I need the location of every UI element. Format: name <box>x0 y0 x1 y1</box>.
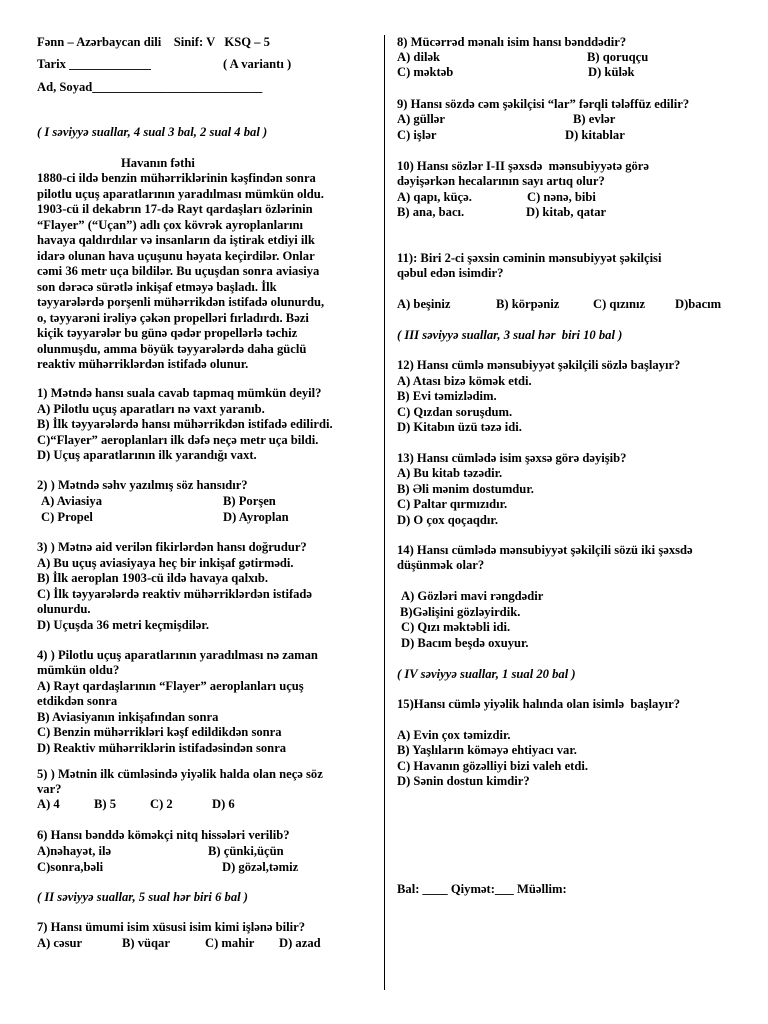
level-2-heading: ( II səviyyə suallar, 5 sual hər biri 6 bal ) <box>37 890 248 904</box>
option-a[interactable]: A) Evin çox təmizdir. <box>397 728 511 742</box>
question-text: 3) ) Mətnə aid verilən fikirlərdən hansı doğrudur? <box>37 540 307 554</box>
question-text: 12) Hansı cümlə mənsubiyyət şəkilçili sözlə başlayır? <box>397 358 681 372</box>
option-a[interactable]: A) güllər <box>397 112 445 126</box>
text-line: idarə olunan hava uçuşunu həyata keçirdilər. Onlar <box>37 248 315 263</box>
option-a[interactable]: A) 4 <box>37 797 60 811</box>
option-c[interactable]: C) Havanın gözəlliyi bizi valeh etdi. <box>397 759 589 773</box>
option-d[interactable]: D) Uçuşda 36 metri keçmişdilər. <box>37 618 209 632</box>
option-b[interactable]: B)Gəlişini gözləyirdik. <box>400 605 521 619</box>
text-title: Havanın fəthi <box>121 156 195 170</box>
question-text: 10) Hansı sözlər I-II şəxsdə mənsubiyyətə görə <box>397 159 649 173</box>
text-line: reaktiv mühərriklərdən istifadə olunur. <box>37 357 249 371</box>
text-line: cəmi 36 metr uça bildilər. Bu uçuşdan sonra aviasiya <box>37 264 320 278</box>
question-text: 15)Hansı cümlə yiyəlik halında olan isimlə başlayır? <box>397 697 681 711</box>
option-d[interactable]: D) gözəl,təmiz <box>222 860 299 874</box>
option-d[interactable]: D) Bacım beşdə oxuyur. <box>401 636 529 650</box>
header-date: Tarix _____________ <box>37 57 151 71</box>
level-3-heading: ( III səviyyə suallar, 3 sual hər biri 10 bal ) <box>397 328 623 342</box>
option-b[interactable]: B) körpəniz <box>496 297 560 311</box>
question-text: 1) Mətndə hansı suala cavab tapmaq mümkün deyil? <box>37 386 322 400</box>
option-c[interactable]: C) mahir <box>205 936 255 950</box>
option-a[interactable]: A) qapı, küçə. <box>397 190 472 204</box>
text-line: havaya qaldırdılar və insanların da iştirak etdiyi ilk <box>37 233 315 247</box>
question-text: 8) Mücərrəd mənalı isim hansı bənddədir? <box>397 35 627 49</box>
option-d[interactable]: D) azad <box>279 936 321 950</box>
option-b[interactable]: B) evlər <box>573 112 616 126</box>
option-c[interactable]: C) işlər <box>397 128 437 142</box>
option-d[interactable]: D) Uçuş aparatlarının ilk yarandığı vaxt. <box>37 448 257 462</box>
option-a[interactable]: A) Gözləri mavi rəngdədir <box>401 589 544 603</box>
option-a[interactable]: A) Bu uçuş aviasiyaya heç bir inkişaf gətirmədi. <box>37 556 294 570</box>
option-c[interactable]: C) nənə, bibi <box>527 190 596 204</box>
option-b[interactable]: B) Porşen <box>223 494 276 508</box>
option-b[interactable]: B) ana, bacı. <box>397 205 465 219</box>
option-b[interactable]: B) Aviasiyanın inkişafından sonra <box>37 710 219 724</box>
text-line: 1880-ci ildə benzin mühərriklərinin kəşfindən sonra <box>37 171 316 185</box>
option-c[interactable]: C) Qızı məktəbli idi. <box>401 620 511 634</box>
question-text: 6) Hansı bənddə köməkçi nitq hissələri verilib? <box>37 828 290 842</box>
option-b[interactable]: B) qoruqçu <box>587 50 649 64</box>
option-c[interactable]: C)“Flayer” aeroplanları ilk dəfə neçə metr uça bildi. <box>37 432 319 447</box>
option-a[interactable]: A) dilək <box>397 50 441 64</box>
option-c[interactable]: C) Paltar qırmızıdır. <box>397 497 508 511</box>
option-c[interactable]: C)sonra,bəli <box>37 860 104 874</box>
text-line: son dərəcə sürətlə inkişaf etməyə başladı. İlk <box>37 279 277 294</box>
option-b[interactable]: B) Evi təmizlədim. <box>397 389 497 403</box>
option-d[interactable]: D) Reaktiv mühərriklərin istifadəsindən sonra <box>37 741 287 755</box>
option-b[interactable]: B) 5 <box>94 797 117 811</box>
level-1-heading: ( I səviyyə suallar, 4 sual 3 bal, 2 sual 4 bal ) <box>37 125 268 139</box>
option-a[interactable]: A) Aviasiya <box>41 494 102 508</box>
option-c[interactable]: C) məktəb <box>397 65 454 79</box>
option-b[interactable]: B) çünki,üçün <box>208 844 284 858</box>
question-text-cont: var? <box>37 782 62 796</box>
option-c[interactable]: C) qızınız <box>593 297 646 311</box>
question-text: 5) ) Mətnin ilk cümləsində yiyəlik halda olan neçə söz <box>37 767 323 781</box>
question-text: 13) Hansı cümlədə isim şəxsə görə dəyişib? <box>397 451 627 465</box>
option-d[interactable]: D)bacım <box>675 297 722 311</box>
text-line: pilotlu uçuş aparatlarının yaradılması mümkün oldu. <box>37 186 324 201</box>
option-c[interactable]: C) Benzin mühərrikləri kəşf edildikdən sonra <box>37 725 282 739</box>
option-d[interactable]: D) kitab, qatar <box>526 205 607 219</box>
option-c[interactable]: C) Qızdan soruşdum. <box>397 405 513 419</box>
option-b[interactable]: B) Yaşlıların köməyə ehtiyacı var. <box>397 743 577 757</box>
option-b[interactable]: B) Əli mənim dostumdur. <box>397 482 534 496</box>
column-divider <box>384 35 385 990</box>
question-text: 4) ) Pilotlu uçuş aparatlarının yaradılması nə zaman <box>37 648 318 662</box>
option-a-cont[interactable]: etdikdən sonra <box>37 694 118 708</box>
option-d[interactable]: D) Ayroplan <box>223 510 289 524</box>
option-d[interactable]: D) kitablar <box>565 128 625 142</box>
option-b[interactable]: B) İlk aeroplan 1903-cü ildə havaya qalxıb. <box>37 571 269 585</box>
option-d[interactable]: D) Sənin dostun kimdir? <box>397 774 530 788</box>
option-a[interactable]: A) Rayt qardaşlarının “Flayer” aeroplanları uçuş <box>37 679 304 693</box>
question-text: 11): Biri 2-ci şəxsin cəminin mənsubiyyət şəkilçisi <box>397 251 662 265</box>
question-text: 14) Hansı cümlədə mənsubiyyət şəkilçili sözü iki şəxsdə <box>397 543 693 557</box>
question-text: 9) Hansı sözdə cəm şəkilçisi “lar” fərqli tələffüz edilir? <box>397 97 690 111</box>
question-text-cont: düşünmək olar? <box>397 558 485 572</box>
level-4-heading: ( IV səviyyə suallar, 1 sual 20 bal ) <box>397 667 576 681</box>
header-name: Ad, Soyad___________________________ <box>37 80 263 94</box>
text-line: 1903-cü il dekabrın 17-də Rayt qardaşları özlərinin <box>37 202 313 216</box>
option-c[interactable]: C) Propel <box>41 510 93 524</box>
question-text-cont: mümkün oldu? <box>37 663 120 677</box>
header-subject: Fənn – Azərbaycan dili Sinif: V KSQ – 5 <box>37 35 270 49</box>
text-line: “Flayer” (“Uçan”) adlı çox kövrək ayroplanlarını <box>37 217 303 232</box>
option-b[interactable]: B) vüqar <box>122 936 170 950</box>
option-b[interactable]: B) İlk təyyarələrdə hansı mühərrikdən istifadə edilirdi. <box>37 417 333 431</box>
question-text: 2) ) Mətndə səhv yazılmış söz hansıdır? <box>37 478 248 492</box>
text-line: olunmuşdu, amma böyük təyyarələrdə daha güclü <box>37 341 307 356</box>
grade-footer: Bal: ____ Qiymət:___ Müəllim: <box>397 882 567 896</box>
question-text-cont: dəyişərkən hecalarının sayı artıq olur? <box>397 174 605 188</box>
text-line: o, təyyarəni irəliyə çəkən propelləri fırladırdı. Bəzi <box>37 310 309 325</box>
option-d[interactable]: D) Kitabın üzü təzə idi. <box>397 420 522 434</box>
question-text: 7) Hansı ümumi isim xüsusi isim kimi işlənə bilir? <box>37 920 306 934</box>
option-a[interactable]: A) Atası bizə kömək etdi. <box>397 374 532 388</box>
header-variant: ( A variantı ) <box>223 57 292 71</box>
option-a[interactable]: A) Bu kitab təzədir. <box>397 466 503 480</box>
option-a[interactable]: A) cəsur <box>37 936 83 950</box>
option-d[interactable]: D) 6 <box>212 797 235 811</box>
question-text-cont: qəbul edən isimdir? <box>397 266 504 280</box>
option-a[interactable]: A)nəhayət, ilə <box>37 844 112 858</box>
option-a[interactable]: A) beşiniz <box>397 297 451 311</box>
option-a[interactable]: A) Pilotlu uçuş aparatları nə vaxt yaranıb. <box>37 401 265 416</box>
option-c-cont[interactable]: olunurdu. <box>37 602 91 616</box>
option-c[interactable]: C) İlk təyyarələrdə reaktiv mühərriklərdən istifadə <box>37 587 313 601</box>
option-d[interactable]: D) külək <box>588 65 635 79</box>
text-line: təyyarələrdə porşenli mühərrikdən istifadə olunurdu, <box>37 295 325 309</box>
option-d[interactable]: D) O çox qoçaqdır. <box>397 513 498 527</box>
text-line: kiçik təyyarələr bu günə qədər propellərlə təchiz <box>37 326 298 340</box>
option-c[interactable]: C) 2 <box>150 797 173 811</box>
